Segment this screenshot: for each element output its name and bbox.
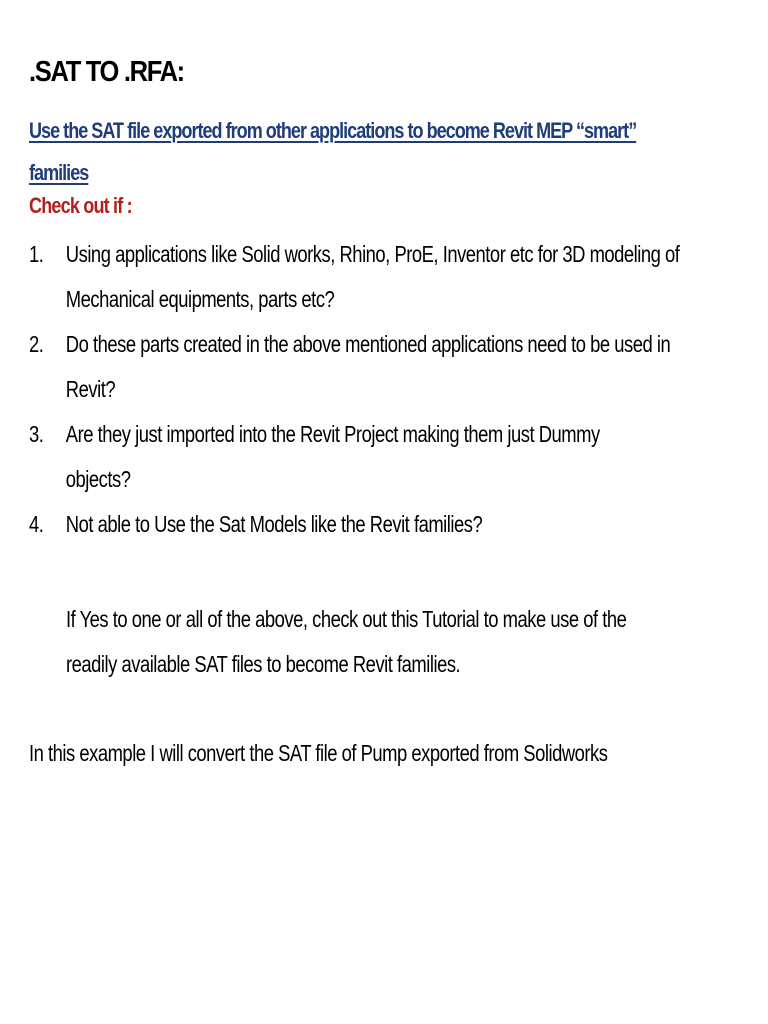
list-item-number: 1. <box>29 241 44 267</box>
tutorial-paragraph-line-2: readily available SAT files to become Revit families. <box>66 651 461 677</box>
subtitle-line-1[interactable]: Use the SAT file exported from other applications to become Revit MEP “smart” <box>29 118 637 143</box>
list-item-text: Not able to Use the Sat Models like the Revit families? <box>65 511 483 537</box>
subtitle-link[interactable] <box>29 110 636 194</box>
subtitle-line-2[interactable]: families <box>29 160 89 185</box>
question-list <box>29 232 717 547</box>
list-item <box>29 322 717 412</box>
list-item-text: Do these parts created in the above mentioned applications need to be used in <box>65 331 671 357</box>
tutorial-paragraph-line-1: If Yes to one or all of the above, check out this Tutorial to make use of the <box>66 606 627 632</box>
list-item-text: Are they just imported into the Revit Project making them just Dummy <box>65 421 600 447</box>
list-item-text: Using applications like Solid works, Rhino, ProE, Inventor etc for 3D modeling of <box>65 241 680 267</box>
list-item-text: Mechanical equipments, parts etc? <box>65 286 335 312</box>
list-item-number: 3. <box>29 421 44 447</box>
list-item-text: Revit? <box>65 376 116 402</box>
list-item-number: 2. <box>29 331 44 357</box>
page-title: .SAT TO .RFA: <box>29 56 184 88</box>
example-paragraph: In this example I will convert the SAT file of Pump exported from Solidworks <box>29 740 608 766</box>
list-item <box>29 502 717 547</box>
list-item <box>29 412 717 502</box>
list-item <box>29 232 717 322</box>
tutorial-paragraph <box>66 597 626 687</box>
list-item-number: 4. <box>29 511 44 537</box>
list-item-text: objects? <box>65 466 131 492</box>
checkout-heading: Check out if : <box>29 193 132 218</box>
